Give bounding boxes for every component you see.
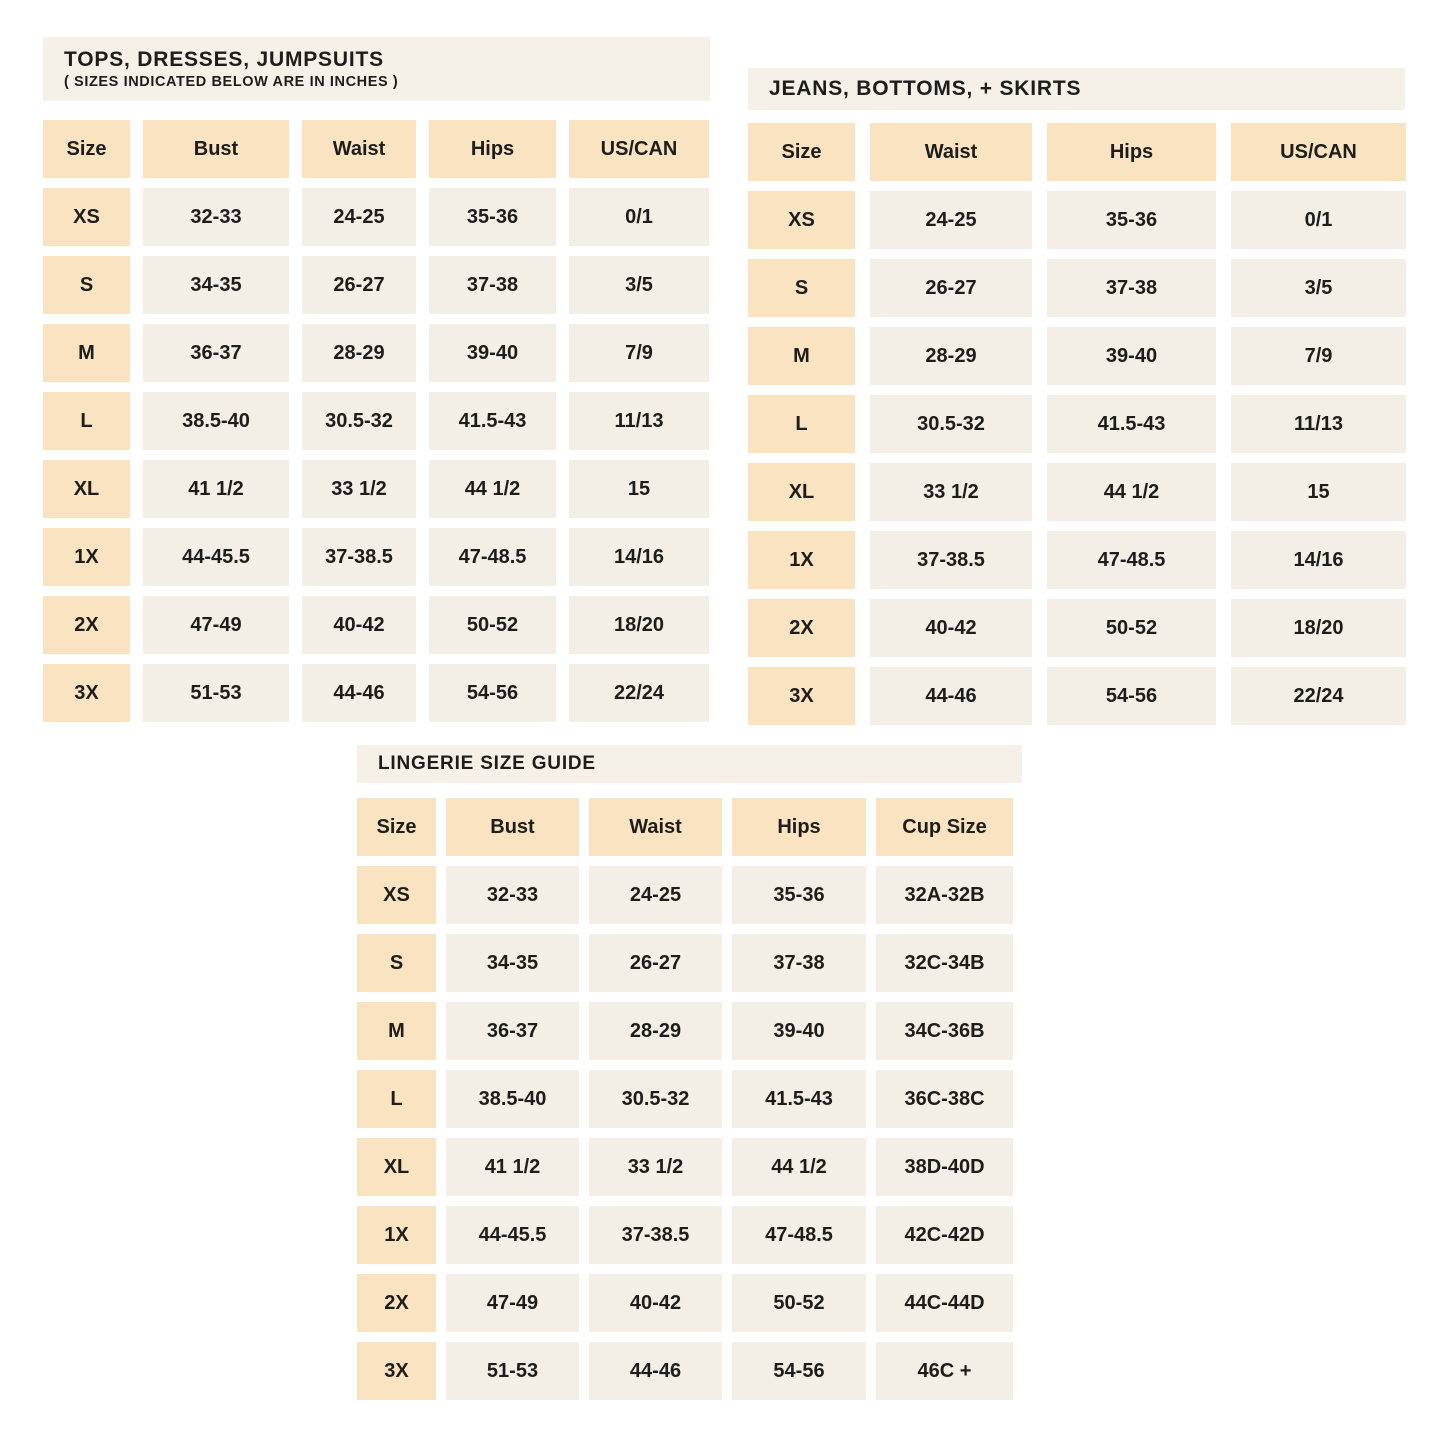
tops-size-table-section xyxy=(43,37,710,722)
value-cell: 24-25 xyxy=(870,191,1032,249)
column-header-waist: Waist xyxy=(302,120,416,178)
value-cell: 33 1/2 xyxy=(302,460,416,518)
value-cell: 0/1 xyxy=(1231,191,1406,249)
size-label-cell: 1X xyxy=(357,1206,436,1264)
size-label-cell: 3X xyxy=(43,664,130,722)
column-header-size: Size xyxy=(357,798,436,856)
value-cell: 33 1/2 xyxy=(870,463,1032,521)
tops-title-bar xyxy=(43,37,710,101)
value-cell: 15 xyxy=(1231,463,1406,521)
value-cell: 41.5-43 xyxy=(429,392,556,450)
value-cell: 11/13 xyxy=(569,392,709,450)
value-cell: 50-52 xyxy=(1047,599,1216,657)
size-label-cell: 2X xyxy=(43,596,130,654)
value-cell: 38D-40D xyxy=(876,1138,1013,1196)
lingerie-size-grid xyxy=(357,798,1022,1400)
value-cell: 3/5 xyxy=(1231,259,1406,317)
value-cell: 37-38.5 xyxy=(870,531,1032,589)
size-label-cell: XS xyxy=(43,188,130,246)
value-cell: 37-38 xyxy=(429,256,556,314)
value-cell: 32-33 xyxy=(143,188,289,246)
value-cell: 34-35 xyxy=(446,934,579,992)
jeans-title: JEANS, BOTTOMS, + SKIRTS xyxy=(769,76,1082,100)
value-cell: 40-42 xyxy=(589,1274,722,1332)
size-label-cell: 2X xyxy=(748,599,855,657)
size-label-cell: 1X xyxy=(43,528,130,586)
size-label-cell: S xyxy=(357,934,436,992)
value-cell: 26-27 xyxy=(302,256,416,314)
value-cell: 44 1/2 xyxy=(429,460,556,518)
column-header-us-can: US/CAN xyxy=(569,120,709,178)
value-cell: 35-36 xyxy=(429,188,556,246)
value-cell: 7/9 xyxy=(569,324,709,382)
column-header-hips: Hips xyxy=(429,120,556,178)
value-cell: 50-52 xyxy=(429,596,556,654)
value-cell: 47-48.5 xyxy=(429,528,556,586)
value-cell: 35-36 xyxy=(1047,191,1216,249)
value-cell: 51-53 xyxy=(446,1342,579,1400)
tops-subtitle: ( SIZES INDICATED BELOW ARE IN INCHES ) xyxy=(64,74,399,91)
column-header-cup-size: Cup Size xyxy=(876,798,1013,856)
value-cell: 37-38 xyxy=(1047,259,1216,317)
value-cell: 28-29 xyxy=(589,1002,722,1060)
size-label-cell: XS xyxy=(748,191,855,249)
value-cell: 34-35 xyxy=(143,256,289,314)
value-cell: 32A-32B xyxy=(876,866,1013,924)
tops-title: TOPS, DRESSES, JUMPSUITS xyxy=(64,47,384,71)
value-cell: 47-48.5 xyxy=(1047,531,1216,589)
lingerie-title-bar xyxy=(357,745,1022,783)
value-cell: 47-48.5 xyxy=(732,1206,866,1264)
value-cell: 24-25 xyxy=(302,188,416,246)
value-cell: 32-33 xyxy=(446,866,579,924)
value-cell: 40-42 xyxy=(870,599,1032,657)
size-label-cell: 1X xyxy=(748,531,855,589)
value-cell: 32C-34B xyxy=(876,934,1013,992)
value-cell: 14/16 xyxy=(1231,531,1406,589)
size-label-cell: 2X xyxy=(357,1274,436,1332)
value-cell: 0/1 xyxy=(569,188,709,246)
column-header-waist: Waist xyxy=(589,798,722,856)
lingerie-size-table-section xyxy=(357,745,1022,1400)
value-cell: 51-53 xyxy=(143,664,289,722)
value-cell: 42C-42D xyxy=(876,1206,1013,1264)
value-cell: 3/5 xyxy=(569,256,709,314)
value-cell: 14/16 xyxy=(569,528,709,586)
value-cell: 30.5-32 xyxy=(870,395,1032,453)
value-cell: 18/20 xyxy=(569,596,709,654)
value-cell: 47-49 xyxy=(143,596,289,654)
column-header-hips: Hips xyxy=(1047,123,1216,181)
size-label-cell: XL xyxy=(748,463,855,521)
value-cell: 39-40 xyxy=(732,1002,866,1060)
value-cell: 37-38 xyxy=(732,934,866,992)
value-cell: 34C-36B xyxy=(876,1002,1013,1060)
value-cell: 30.5-32 xyxy=(589,1070,722,1128)
value-cell: 44-46 xyxy=(302,664,416,722)
value-cell: 22/24 xyxy=(1231,667,1406,725)
value-cell: 11/13 xyxy=(1231,395,1406,453)
column-header-us-can: US/CAN xyxy=(1231,123,1406,181)
value-cell: 41 1/2 xyxy=(446,1138,579,1196)
value-cell: 37-38.5 xyxy=(302,528,416,586)
value-cell: 50-52 xyxy=(732,1274,866,1332)
column-header-size: Size xyxy=(43,120,130,178)
value-cell: 33 1/2 xyxy=(589,1138,722,1196)
column-header-bust: Bust xyxy=(446,798,579,856)
value-cell: 44-46 xyxy=(589,1342,722,1400)
value-cell: 7/9 xyxy=(1231,327,1406,385)
value-cell: 41.5-43 xyxy=(1047,395,1216,453)
size-label-cell: L xyxy=(43,392,130,450)
value-cell: 37-38.5 xyxy=(589,1206,722,1264)
size-label-cell: 3X xyxy=(357,1342,436,1400)
size-label-cell: XS xyxy=(357,866,436,924)
value-cell: 44-45.5 xyxy=(446,1206,579,1264)
value-cell: 54-56 xyxy=(429,664,556,722)
value-cell: 47-49 xyxy=(446,1274,579,1332)
value-cell: 26-27 xyxy=(589,934,722,992)
value-cell: 44 1/2 xyxy=(732,1138,866,1196)
value-cell: 35-36 xyxy=(732,866,866,924)
value-cell: 36-37 xyxy=(143,324,289,382)
jeans-title-bar xyxy=(748,68,1405,110)
value-cell: 41.5-43 xyxy=(732,1070,866,1128)
size-label-cell: M xyxy=(748,327,855,385)
size-label-cell: L xyxy=(357,1070,436,1128)
lingerie-title: LINGERIE SIZE GUIDE xyxy=(378,753,596,775)
size-label-cell: XL xyxy=(357,1138,436,1196)
value-cell: 40-42 xyxy=(302,596,416,654)
value-cell: 28-29 xyxy=(870,327,1032,385)
value-cell: 44-46 xyxy=(870,667,1032,725)
column-header-size: Size xyxy=(748,123,855,181)
column-header-hips: Hips xyxy=(732,798,866,856)
value-cell: 54-56 xyxy=(1047,667,1216,725)
value-cell: 38.5-40 xyxy=(143,392,289,450)
tops-size-grid xyxy=(43,120,710,722)
jeans-size-grid xyxy=(748,123,1405,725)
size-label-cell: L xyxy=(748,395,855,453)
value-cell: 38.5-40 xyxy=(446,1070,579,1128)
value-cell: 39-40 xyxy=(429,324,556,382)
value-cell: 36-37 xyxy=(446,1002,579,1060)
value-cell: 54-56 xyxy=(732,1342,866,1400)
value-cell: 39-40 xyxy=(1047,327,1216,385)
value-cell: 44-45.5 xyxy=(143,528,289,586)
value-cell: 41 1/2 xyxy=(143,460,289,518)
value-cell: 26-27 xyxy=(870,259,1032,317)
value-cell: 22/24 xyxy=(569,664,709,722)
column-header-waist: Waist xyxy=(870,123,1032,181)
value-cell: 28-29 xyxy=(302,324,416,382)
value-cell: 44 1/2 xyxy=(1047,463,1216,521)
value-cell: 24-25 xyxy=(589,866,722,924)
jeans-size-table-section xyxy=(748,68,1405,725)
size-label-cell: M xyxy=(43,324,130,382)
size-label-cell: 3X xyxy=(748,667,855,725)
value-cell: 46C + xyxy=(876,1342,1013,1400)
value-cell: 30.5-32 xyxy=(302,392,416,450)
size-label-cell: S xyxy=(748,259,855,317)
value-cell: 15 xyxy=(569,460,709,518)
size-label-cell: S xyxy=(43,256,130,314)
column-header-bust: Bust xyxy=(143,120,289,178)
size-label-cell: M xyxy=(357,1002,436,1060)
value-cell: 36C-38C xyxy=(876,1070,1013,1128)
value-cell: 44C-44D xyxy=(876,1274,1013,1332)
size-label-cell: XL xyxy=(43,460,130,518)
value-cell: 18/20 xyxy=(1231,599,1406,657)
